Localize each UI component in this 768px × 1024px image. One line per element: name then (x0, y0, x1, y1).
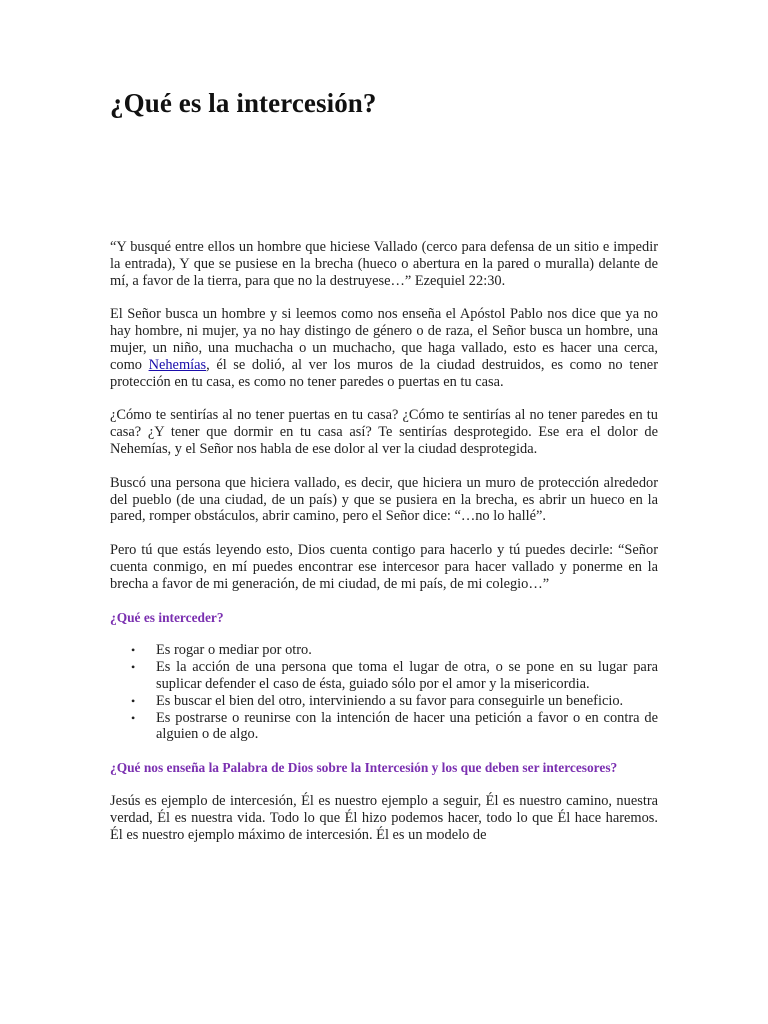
bullet-icon: • (131, 660, 136, 675)
paragraph-text: , él se dolió, al ver los muros de la ciudad destruidos, es como no tener protección en tu casa, es como no tener paredes o puertas en tu casa. (110, 356, 658, 390)
list-item (131, 709, 658, 744)
bullet-icon: • (131, 710, 136, 725)
subheading-que-es-interceder: ¿Qué es interceder? (110, 609, 224, 625)
list-item (131, 692, 658, 710)
list-item (131, 659, 658, 693)
bullet-icon: • (131, 643, 136, 658)
paragraph-jesus-ejemplo: Jesús es ejemplo de intercesión, Él es nuestro ejemplo a seguir, Él es nuestro camino, nuestra verdad, Él es nuestra vida. Todo lo que Él hizo podemos hacer, todo lo que Él hace haremos. Él es nuestro ejemplo máximo de intercesión. Él es un modelo de (110, 792, 658, 843)
paragraph-senor-busca (110, 306, 658, 390)
paragraph-pero-tu: Pero tú que estás leyendo esto, Dios cuenta contigo para hacerlo y tú puedes decirle: “Señor cuenta conmigo, en mí puedes encontrar ese intercesor para hacer vallado y ponerme en la brecha a favor de mi generación, de mi ciudad, de mi país, de mi colegio…” (110, 542, 658, 592)
subheading-palabra-de-dios: ¿Qué nos enseña la Palabra de Dios sobre la Intercesión y los que deben ser intercesores? (110, 760, 618, 776)
list-item-text: Es la acción de una persona que toma el lugar de otra, o se pone en su lugar para suplicar defender el caso de ésta, guiado sólo por el amor y la misericordia. (156, 659, 658, 692)
paragraph-como-te-sentirias: ¿Cómo te sentirías al no tener puertas en tu casa? ¿Cómo te sentirías al no tener paredes en tu casa? ¿Y tener que dormir en tu casa así? Te sentirías desprotegido. Ese era el dolor de Nehemías, y el Señor nos habla de ese dolor al ver la ciudad desprotegida. (110, 407, 658, 457)
list-item-text: Es buscar el bien del otro, interviniendo a su favor para conseguirle un beneficio. (156, 692, 624, 709)
bullet-icon: • (131, 693, 136, 708)
list-item (131, 642, 658, 659)
list-item-text: Es rogar o mediar por otro. (156, 642, 312, 659)
paragraph-text: El Señor busca un hombre y si leemos como nos enseña el Apóstol Pablo nos dice que ya no hay hombre, ni mujer, ya no hay distingo de género o de raza, el Señor busca un hombre, una mujer, un niño, una muchacha o un muchacho, que haga vallado, esto es hacer una cerca, como (110, 306, 658, 373)
blank-space (110, 119, 658, 239)
paragraph-ezequiel-quote: “Y busqué entre ellos un hombre que hiciese Vallado (cerco para defensa de un sitio e impedir la entrada), Y que se pusiese en la brecha (hueco o abertura en la pared o muralla) delante de mí, a favor de la tierra, para que no la destruyese…” Ezequiel 22:30. (110, 239, 658, 289)
list-item-text: Es postrarse o reunirse con la intención de hacer una petición a favor o en contra de alguien o de algo. (156, 709, 658, 743)
page-title: ¿Qué es la intercesión? (110, 88, 377, 118)
bullet-list (110, 642, 658, 743)
paragraph-busco-una-persona: Buscó una persona que hiciera vallado, es decir, que hiciera un muro de protección alrededor del pueblo (de una ciudad, de un país) y que se pusiera en la brecha, es abrir un hueco en la pared, romper obstáculos, abrir camino, pero el Señor dice: “…no lo hallé”. (110, 474, 658, 525)
nehemias-link[interactable]: Nehemías (148, 356, 207, 373)
